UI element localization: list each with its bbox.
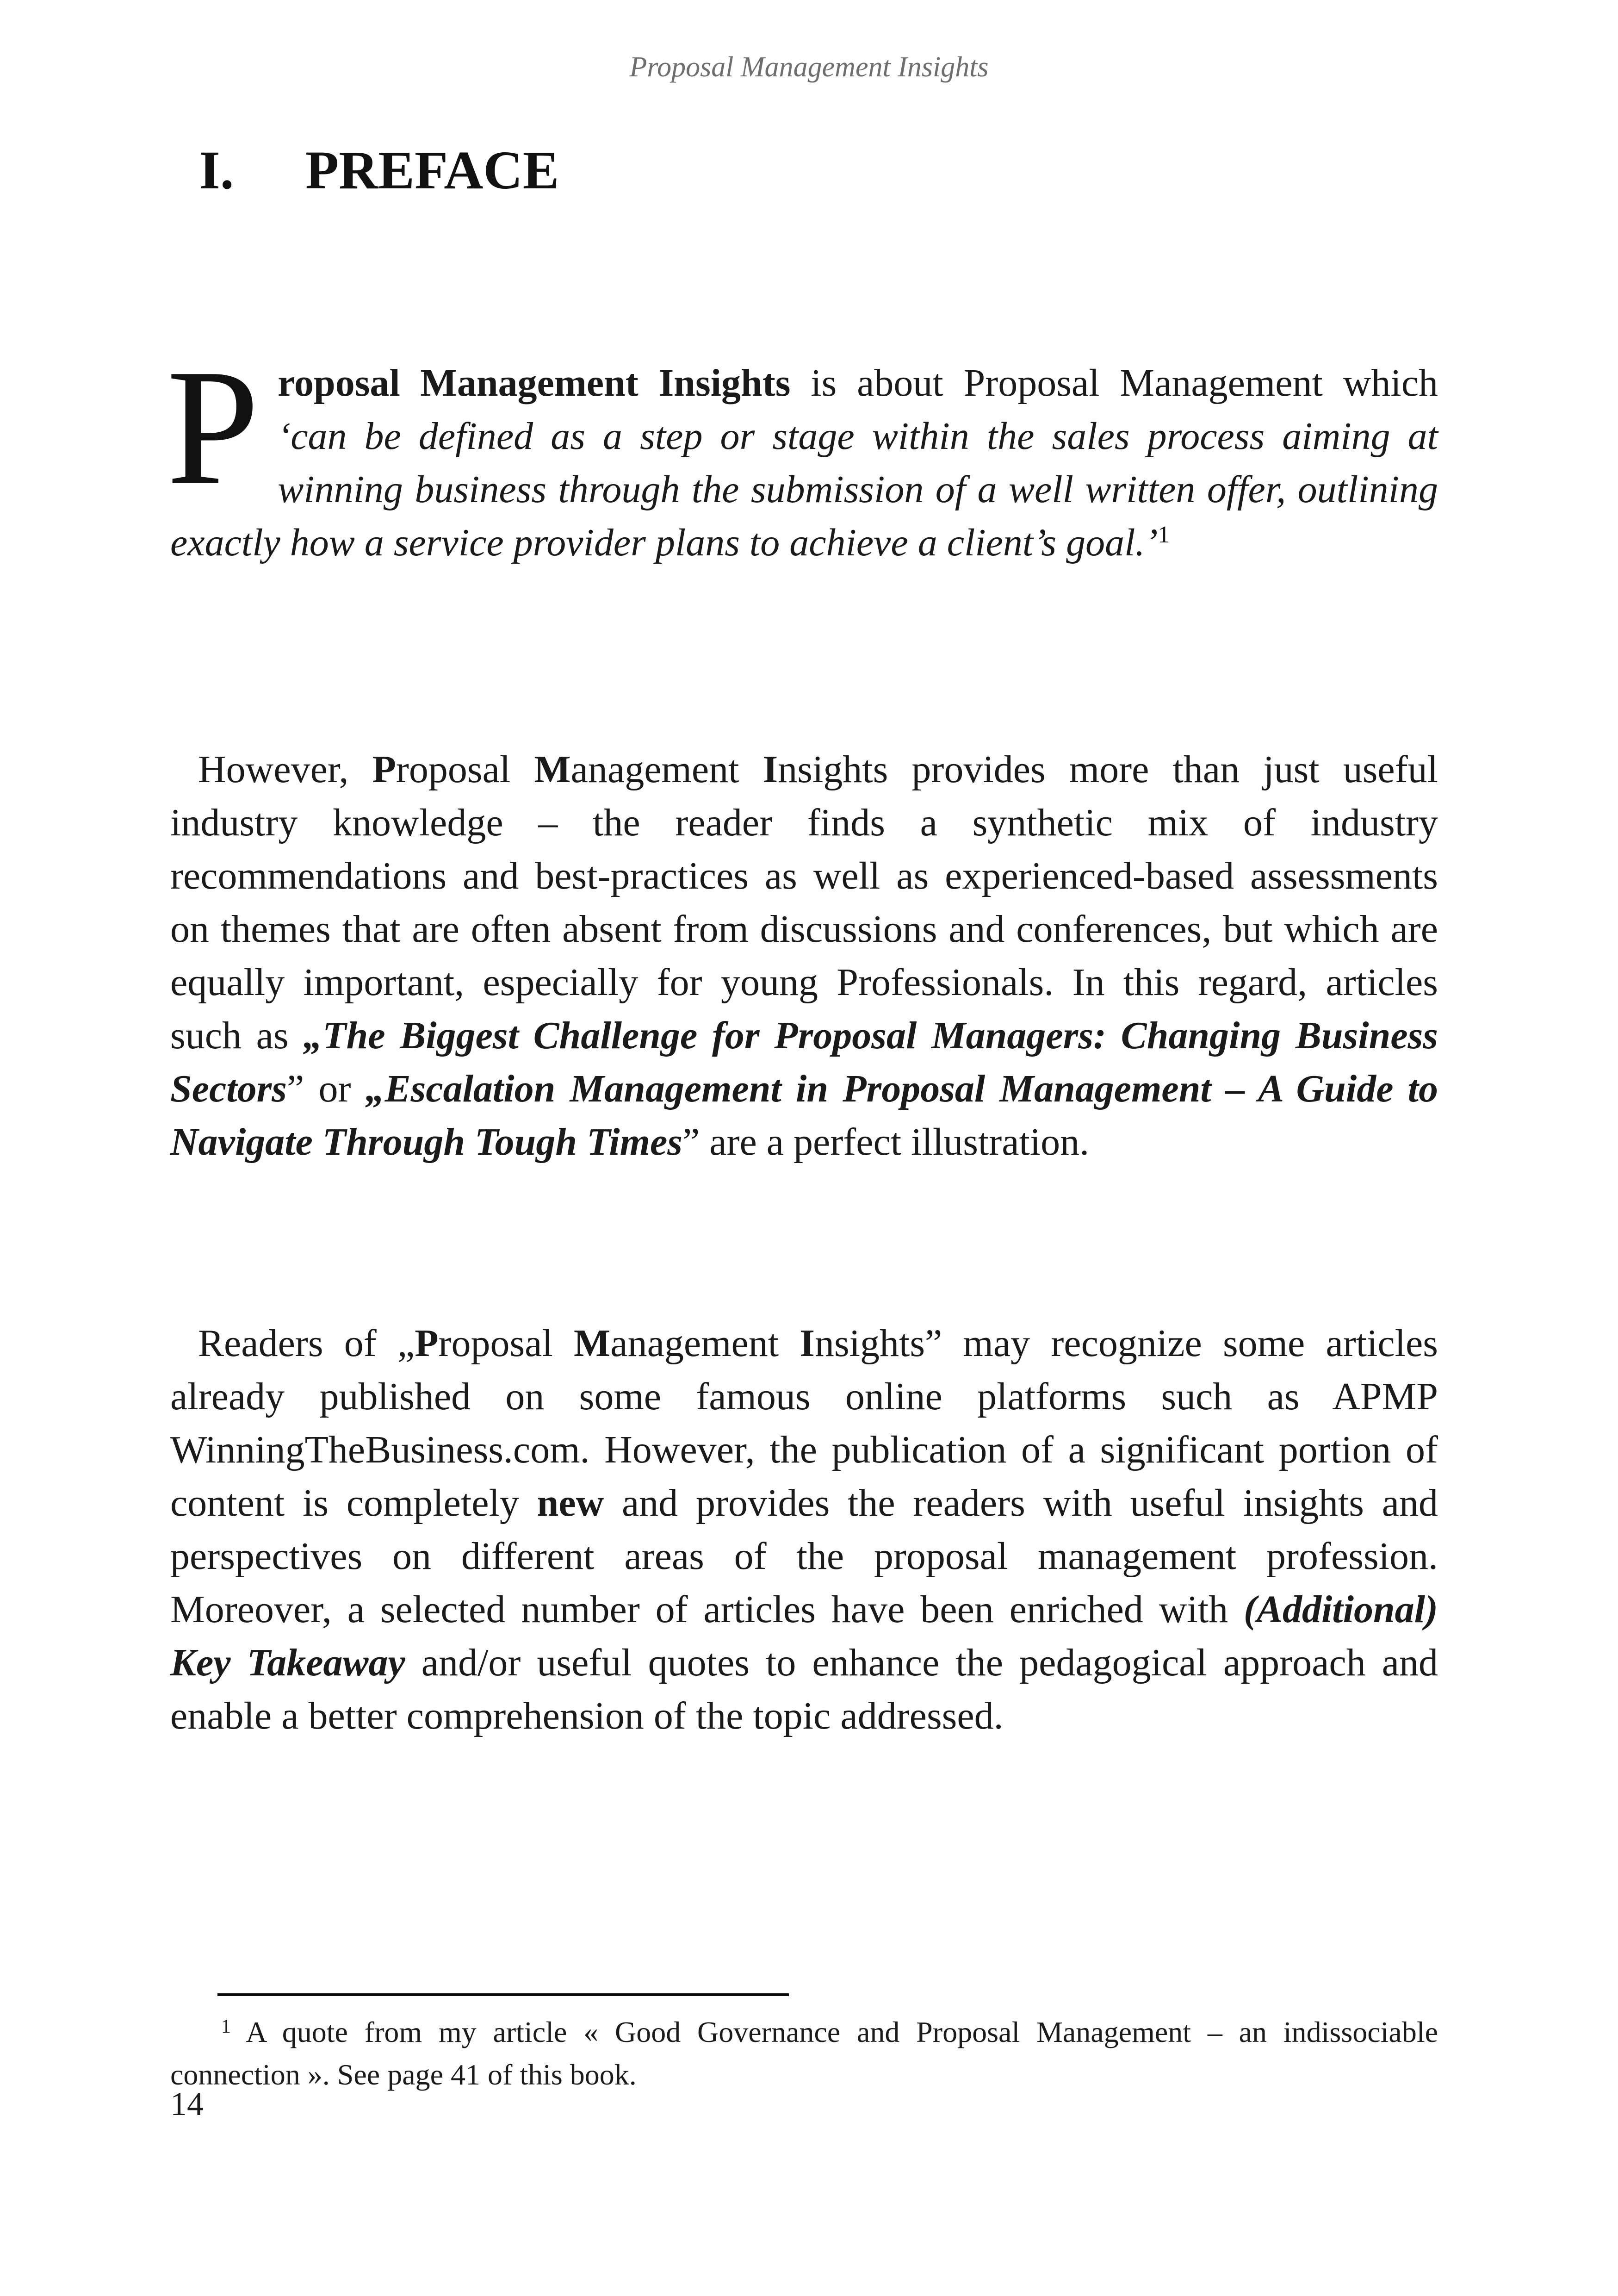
page-number: 14	[170, 2085, 204, 2122]
bold-initial: I	[800, 1322, 815, 1365]
footnote-reference: 1	[1158, 522, 1170, 548]
text-run: nsights” may recognize some articles already published on some famous online platforms such as APMP WinningTheBusiness.com. However, the publication of a significant portion of content is completely	[170, 1322, 1438, 1524]
intro-text: is about Proposal Management which	[790, 361, 1438, 404]
text-run: roposal	[438, 1322, 574, 1365]
article-title: „The Biggest Challenge for Proposal Managers: Changing Business Sectors	[170, 1014, 1438, 1110]
paragraph-readers	[170, 1317, 1438, 1742]
footnote-text: A quote from my article « Good Governance and Proposal Management – an indissociable connection ». See page 41 of this book.	[170, 2016, 1438, 2091]
drop-cap: P	[167, 335, 260, 519]
bold-initial: M	[573, 1322, 611, 1365]
chapter-title	[199, 139, 559, 202]
bold-initial: P	[415, 1322, 439, 1365]
bold-word: new	[537, 1481, 604, 1524]
text-run: and provides the readers with useful insights and perspectives on different areas of the proposal management profession. Moreover, a selected number of articles have been enriched with	[170, 1481, 1438, 1631]
text-run: roposal	[396, 748, 534, 791]
text-run: anagement	[610, 1322, 800, 1365]
bold-initial: I	[763, 748, 778, 791]
text-run: ” are a perfect illustration.	[682, 1120, 1090, 1164]
text-run: nsights provides more than just useful industry knowledge – the reader finds a synthetic mix of industry recommendations and best-practices as well as experienced-based assessments on themes that are often absent from discussions and conferences, but which are equally important, especially for young Professionals. In this regard, articles such as	[170, 748, 1438, 1057]
text-run: and/or useful quotes to enhance the pedagogical approach and enable a better comprehension of the topic addressed.	[170, 1641, 1438, 1737]
chapter-title-text: PREFACE	[305, 140, 559, 200]
footnote	[170, 2011, 1438, 2096]
paragraph-intro	[167, 335, 1438, 569]
definition-quote: ‘can be defined as a step or stage within the sales process aiming at winning business through the submission of a well written offer, outlining exactly how a service provider plans to achieve a client’s goal.’	[170, 415, 1438, 564]
chapter-number: I.	[199, 140, 234, 200]
footnote-divider	[217, 1993, 789, 1996]
text-run: anagement	[570, 748, 763, 791]
text-run: Readers of „	[198, 1322, 415, 1365]
text-run: However,	[198, 748, 372, 791]
key-takeaway-term: (Additional) Key Takeaway	[170, 1588, 1438, 1684]
footnote-marker: 1	[221, 2016, 231, 2037]
book-title-bold: roposal Management Insights	[278, 361, 791, 404]
bold-initial: M	[534, 748, 571, 791]
text-run: ” or	[287, 1067, 366, 1110]
bold-initial: P	[372, 748, 396, 791]
paragraph-however	[170, 743, 1438, 1169]
running-header: Proposal Management Insights	[629, 51, 989, 83]
article-title: „Escalation Management in Proposal Management – A Guide to Navigate Through Tough Times	[170, 1067, 1438, 1164]
